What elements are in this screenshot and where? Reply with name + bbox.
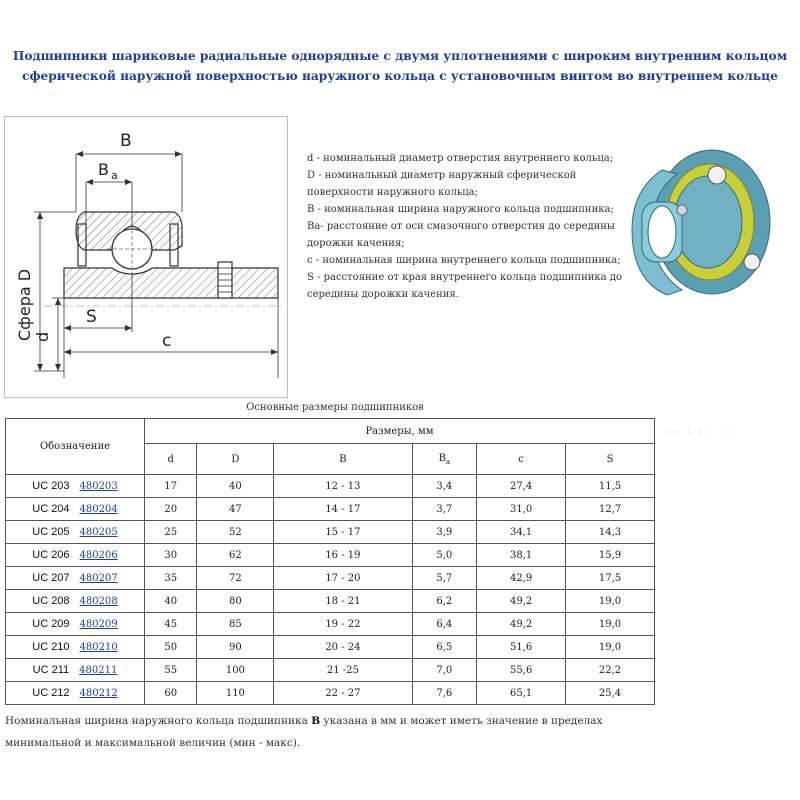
table-row — [6, 521, 655, 544]
cell-B: 16 - 19 — [274, 544, 412, 567]
bearing-link[interactable]: 480207 — [79, 572, 118, 584]
cell-c: 31,0 — [477, 498, 566, 521]
cell-B: 19 - 22 — [274, 613, 412, 636]
cell-designation — [6, 659, 145, 682]
cell-designation — [6, 521, 145, 544]
cell-designation — [6, 475, 145, 498]
cell-designation — [6, 544, 145, 567]
bearing-code: UC 211 — [32, 664, 70, 676]
cell-d: 35 — [145, 567, 197, 590]
cell-B: 15 - 17 — [274, 521, 412, 544]
header-Ba: $B_a$ — [412, 444, 477, 475]
cell-d: 30 — [145, 544, 197, 567]
dimension-legend — [307, 150, 622, 303]
table-row — [6, 475, 655, 498]
cell-D: 72 — [197, 567, 274, 590]
header-d: d — [145, 444, 197, 475]
cell-c: 27,4 — [477, 475, 566, 498]
cell-Ba: 3,4 — [412, 475, 477, 498]
bearing-link[interactable]: 480211 — [79, 664, 118, 676]
cell-D: 62 — [197, 544, 274, 567]
table-row — [6, 590, 655, 613]
label-B: B — [120, 131, 132, 151]
cell-d: 50 — [145, 636, 197, 659]
cell-c: 51,6 — [477, 636, 566, 659]
table-row — [6, 659, 655, 682]
table-row — [6, 682, 655, 705]
cell-designation — [6, 567, 145, 590]
legend-item-D: D - номинальный диаметр наружный сферической поверхности наружного кольца; — [307, 170, 577, 198]
header-D: D — [197, 444, 274, 475]
cell-D: 47 — [197, 498, 274, 521]
legend-item-Ba: Ba- расстояние от оси смазочного отверстия до середины дорожки качения; — [307, 221, 615, 249]
title-line-2: сферической наружной поверхностью наружного кольца с установочным винтом во внутреннем кольце — [22, 69, 778, 83]
cell-B: 14 - 17 — [274, 498, 412, 521]
page-title — [0, 46, 800, 86]
cell-Ba: 7,6 — [412, 682, 477, 705]
cell-d: 40 — [145, 590, 197, 613]
cell-designation — [6, 498, 145, 521]
footnote: Номинальная ширина наружного кольца подшипника B указана в мм и может иметь значение в пределах минимальной и максимальной величин (мин - макс). — [5, 715, 603, 749]
cell-S: 25,4 — [566, 682, 655, 705]
header-dimensions-group: Размеры, мм — [145, 419, 655, 444]
cell-D: 90 — [197, 636, 274, 659]
bearing-code: UC 204 — [32, 503, 70, 515]
header-designation: Обозначение — [6, 419, 145, 475]
cell-d: 60 — [145, 682, 197, 705]
bearing-code: UC 212 — [32, 687, 70, 699]
bearing-link[interactable]: 480204 — [79, 503, 118, 515]
cell-c: 65,1 — [477, 682, 566, 705]
cell-Ba: 5,7 — [412, 567, 477, 590]
cell-S: 19,0 — [566, 613, 655, 636]
label-sphere-D: Сфера D — [15, 268, 34, 341]
table-row — [6, 636, 655, 659]
cell-B: 22 - 27 — [274, 682, 412, 705]
cell-B: 12 - 13 — [274, 475, 412, 498]
cell-Ba: 3,9 — [412, 521, 477, 544]
cell-c: 55,6 — [477, 659, 566, 682]
bearing-link[interactable]: 480203 — [79, 480, 118, 492]
table-row — [6, 613, 655, 636]
bearing-link[interactable]: 480208 — [79, 595, 118, 607]
cell-d: 20 — [145, 498, 197, 521]
bearing-code: UC 209 — [32, 618, 70, 630]
cell-S: 11,5 — [566, 475, 655, 498]
legend-item-c: c - номинальная ширина внутреннего кольца подшипника; — [307, 255, 621, 266]
bearing-link[interactable]: 480210 — [79, 641, 118, 653]
bearing-code: UC 208 — [32, 595, 70, 607]
bearing-link[interactable]: 480205 — [79, 526, 118, 538]
cell-S: 19,0 — [566, 590, 655, 613]
cell-Ba: 6,5 — [412, 636, 477, 659]
label-Ba: B — [98, 160, 109, 179]
cell-D: 110 — [197, 682, 274, 705]
cell-c: 38,1 — [477, 544, 566, 567]
cell-d: 55 — [145, 659, 197, 682]
cell-d: 25 — [145, 521, 197, 544]
cell-S: 22,2 — [566, 659, 655, 682]
cell-c: 34,1 — [477, 521, 566, 544]
legend-item-B: B - номинальная ширина наружного кольца подшипника; — [307, 204, 614, 215]
cell-d: 45 — [145, 613, 197, 636]
bearing-cross-section-drawing — [4, 116, 288, 398]
bearing-code: UC 210 — [32, 641, 70, 653]
cell-S: 15,9 — [566, 544, 655, 567]
cell-c: 42,9 — [477, 567, 566, 590]
cell-D: 52 — [197, 521, 274, 544]
cell-Ba: 6,4 — [412, 613, 477, 636]
cell-B: 20 - 24 — [274, 636, 412, 659]
cell-designation — [6, 590, 145, 613]
table-caption: Основные размеры подшипников — [246, 402, 424, 413]
cell-Ba: 5,0 — [412, 544, 477, 567]
cell-D: 40 — [197, 475, 274, 498]
table-row — [6, 567, 655, 590]
cell-Ba: 6,2 — [412, 590, 477, 613]
cell-S: 19,0 — [566, 636, 655, 659]
cell-B: 21 -25 — [274, 659, 412, 682]
title-line-1: Подшипники шариковые радиальные однорядные с двумя уплотнениями с широким внутренним кольцом — [12, 49, 788, 63]
bearing-code: UC 203 — [32, 480, 70, 492]
label-d: d — [33, 331, 52, 342]
header-B: B — [274, 444, 412, 475]
cell-S: 12,7 — [566, 498, 655, 521]
bearing-link[interactable]: 480212 — [79, 687, 118, 699]
table-header-row — [6, 419, 655, 444]
cell-c: 49,2 — [477, 590, 566, 613]
cell-B: 17 - 20 — [274, 567, 412, 590]
cell-B: 18 - 21 — [274, 590, 412, 613]
bearing-code: UC 205 — [32, 526, 70, 538]
bearing-code: UC 206 — [32, 549, 70, 561]
legend-item-S: S - расстояние от края внутреннего кольца подшипника до середины дорожки качения. — [307, 272, 622, 300]
label-Ba-sub: a — [111, 169, 118, 182]
bearing-link[interactable]: 480209 — [79, 618, 118, 630]
cell-designation — [6, 682, 145, 705]
cell-Ba: 7,0 — [412, 659, 477, 682]
header-S: S — [566, 444, 655, 475]
cell-d: 17 — [145, 475, 197, 498]
legend-item-d: d - номинальный диаметр отверстия внутреннего кольца; — [307, 153, 614, 164]
bearing-3d-render — [622, 130, 772, 310]
cell-Ba: 3,7 — [412, 498, 477, 521]
cell-c: 49,2 — [477, 613, 566, 636]
cell-designation — [6, 613, 145, 636]
bearing-dimensions-table — [5, 418, 655, 705]
label-S: S — [86, 307, 97, 327]
header-c: c — [477, 444, 566, 475]
label-c: c — [162, 331, 172, 351]
cell-S: 17,5 — [566, 567, 655, 590]
cell-D: 100 — [197, 659, 274, 682]
cell-D: 85 — [197, 613, 274, 636]
cell-D: 80 — [197, 590, 274, 613]
table-row — [6, 498, 655, 521]
cell-designation — [6, 636, 145, 659]
bearing-code: UC 207 — [32, 572, 70, 584]
bearing-link[interactable]: 480206 — [79, 549, 118, 561]
decorative-dots: · · · · · · · — [665, 428, 738, 437]
cell-S: 14,3 — [566, 521, 655, 544]
table-row — [6, 544, 655, 567]
